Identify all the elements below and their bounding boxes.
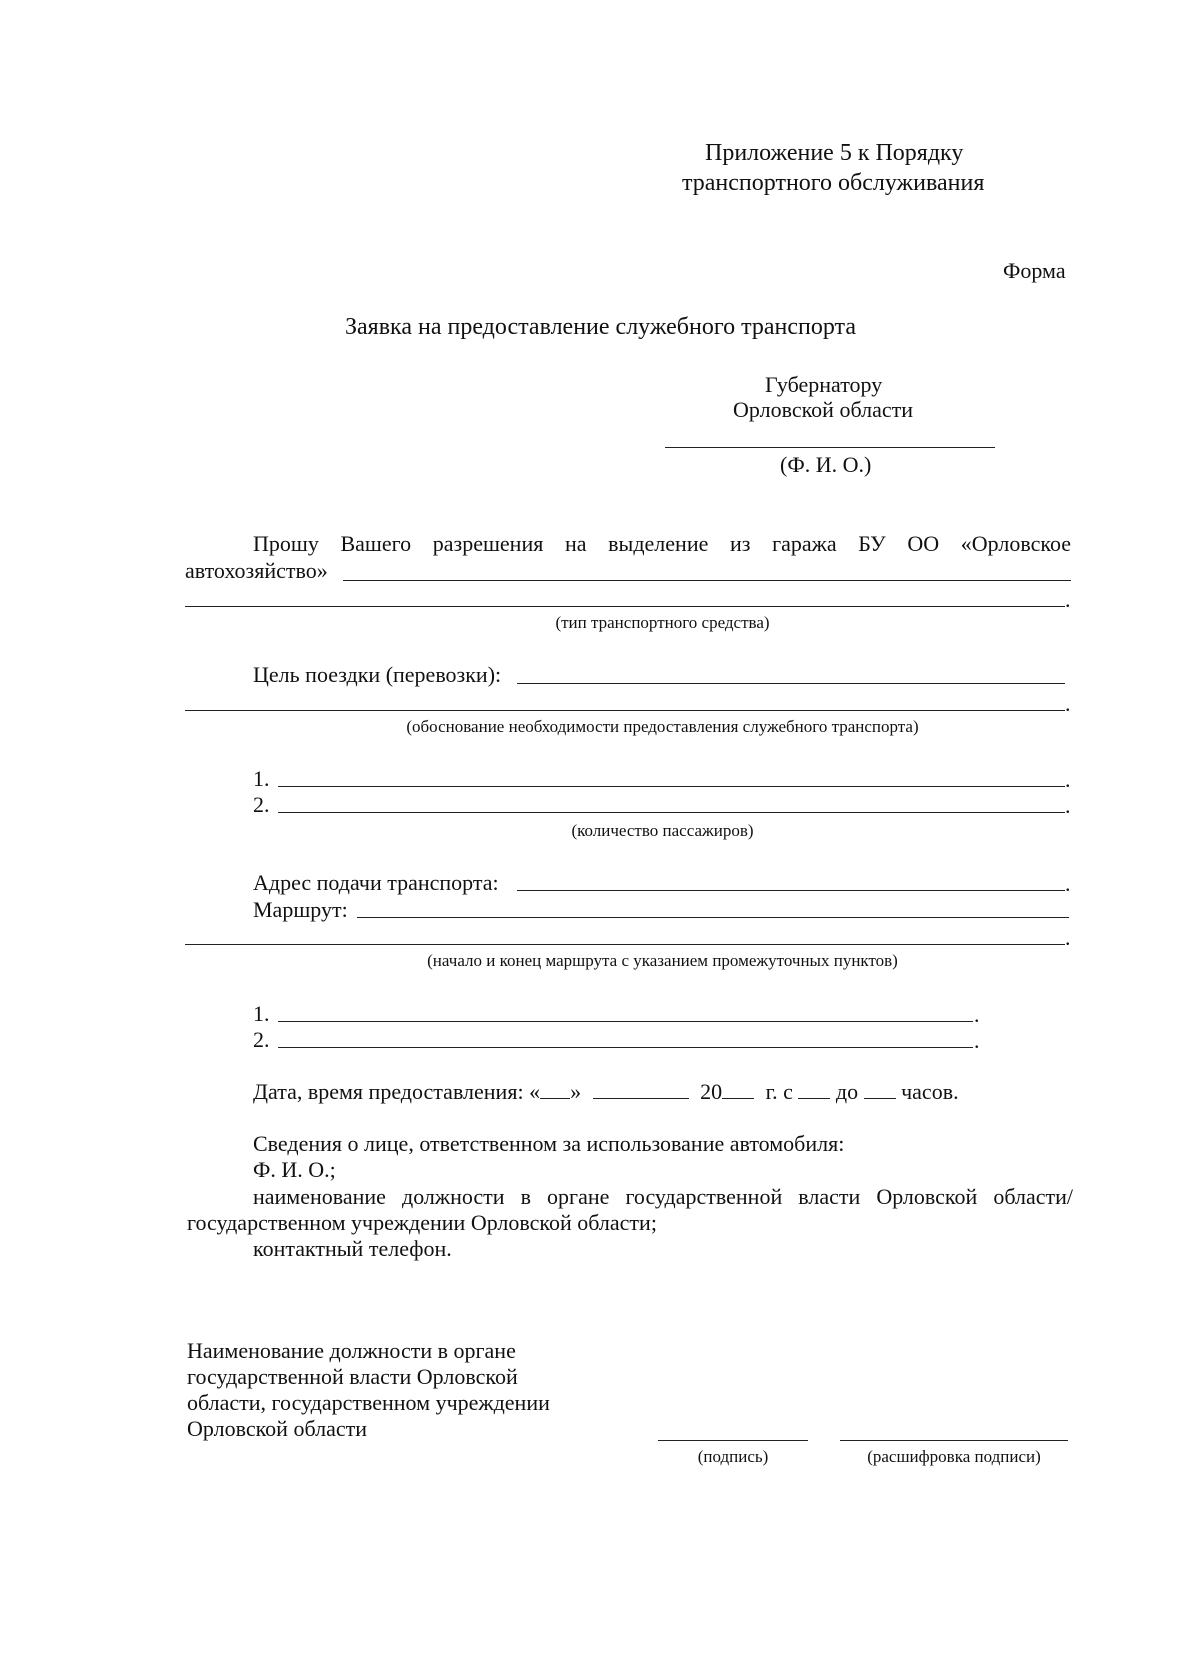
month-field[interactable]: [593, 1080, 689, 1099]
route-label: Маршрут:: [253, 897, 348, 922]
day-field[interactable]: [540, 1080, 570, 1099]
fio-field[interactable]: [665, 447, 995, 448]
purpose-field-1[interactable]: [517, 683, 1065, 684]
hours-label: часов.: [901, 1079, 959, 1104]
route-point-2-label: 2.: [253, 1027, 270, 1052]
addressee-line-1: Губернатору: [765, 372, 883, 397]
responsible-phone: контактный телефон.: [253, 1236, 452, 1261]
route-point-field-2[interactable]: [278, 1047, 973, 1048]
dot: .: [1065, 767, 1071, 792]
hour-to-field[interactable]: [864, 1080, 896, 1099]
responsible-fio: Ф. И. О.;: [253, 1157, 336, 1182]
year-prefix: 20: [700, 1079, 723, 1104]
passengers-item-2-label: 2.: [253, 792, 270, 817]
address-label: Адрес подачи транспорта:: [253, 870, 499, 895]
request-text-line-1: Прошу Вашего разрешения на выделение из гаража БУ ОО «Орловское: [253, 531, 1071, 556]
responsible-heading: Сведения о лице, ответственном за использование автомобиля:: [253, 1131, 845, 1156]
close-quote: »: [570, 1079, 582, 1104]
dot: .: [974, 1002, 980, 1027]
signature-position-line-4: Орловской области: [187, 1416, 367, 1441]
passengers-caption: (количество пассажиров): [571, 821, 754, 840]
page-title: Заявка на предоставление служебного транспорта: [345, 314, 856, 340]
passengers-field-2[interactable]: [278, 812, 1065, 813]
dot: .: [1065, 925, 1071, 950]
appendix-line-2: транспортного обслуживания: [682, 170, 985, 196]
route-field-1[interactable]: [357, 917, 1069, 918]
vehicle-field-2[interactable]: [185, 606, 1065, 607]
signature-position-line-3: области, государственном учреждении: [187, 1390, 550, 1415]
route-caption: (начало и конец маршрута с указанием промежуточных пунктов): [427, 951, 898, 970]
route-field-2[interactable]: [185, 944, 1065, 945]
fio-caption: (Ф. И. О.): [780, 452, 872, 477]
signature-decode-caption: (расшифровка подписи): [867, 1447, 1041, 1466]
signature-field[interactable]: [658, 1440, 808, 1441]
responsible-position-line-1: наименование должности в органе государственной власти Орловской области/: [253, 1184, 1073, 1209]
vehicle-caption: (тип транспортного средства): [555, 613, 770, 632]
request-text-line-2: автохозяйство»: [185, 558, 328, 583]
purpose-field-2[interactable]: [185, 710, 1065, 711]
year-suffix: г. с: [765, 1079, 793, 1104]
year-field[interactable]: [722, 1080, 754, 1099]
date-time-row: [253, 1078, 959, 1106]
signature-position-line-1: Наименование должности в органе: [187, 1338, 516, 1363]
dot: .: [1065, 691, 1071, 716]
responsible-position-line-2: государственном учреждении Орловской области;: [187, 1210, 657, 1235]
appendix-line-1: Приложение 5 к Порядку: [705, 140, 964, 166]
signature-decode-field[interactable]: [840, 1440, 1068, 1441]
form-label: Форма: [1003, 258, 1066, 283]
address-field[interactable]: [517, 890, 1065, 891]
dot: .: [1065, 793, 1071, 818]
hour-from-field[interactable]: [798, 1080, 830, 1099]
signature-position-line-2: государственной власти Орловской: [187, 1364, 518, 1389]
until-label: до: [835, 1079, 859, 1104]
signature-caption: (подпись): [697, 1447, 769, 1466]
addressee-line-2: Орловской области: [733, 397, 913, 422]
passengers-item-1-label: 1.: [253, 766, 270, 791]
purpose-caption: (обоснование необходимости предоставления служебного транспорта): [406, 717, 919, 736]
route-point-1-label: 1.: [253, 1001, 270, 1026]
passengers-field-1[interactable]: [278, 786, 1065, 787]
date-time-label: Дата, время предоставления: «: [253, 1079, 541, 1104]
purpose-label: Цель поездки (перевозки):: [253, 662, 502, 687]
dot: .: [1065, 587, 1071, 612]
dot: .: [974, 1028, 980, 1053]
dot: .: [1065, 871, 1071, 896]
route-point-field-1[interactable]: [278, 1021, 973, 1022]
vehicle-field-1[interactable]: [343, 580, 1071, 581]
